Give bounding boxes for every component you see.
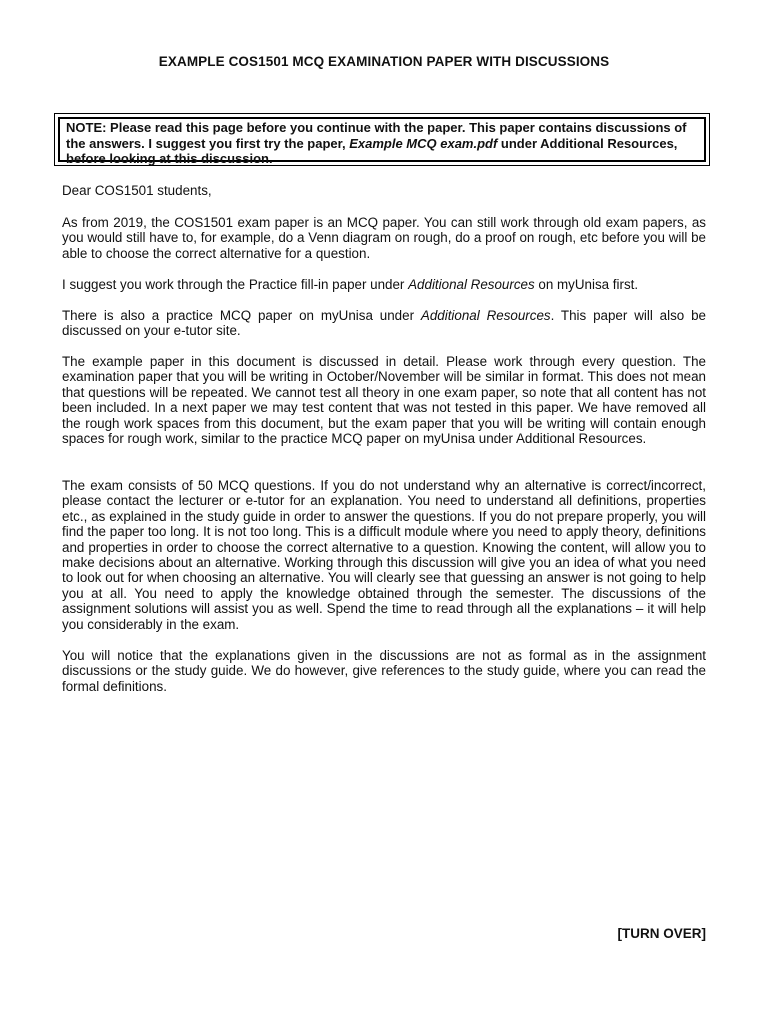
paragraph-practice-fill-in-start: I suggest you work through the Practice fill-in paper under bbox=[62, 277, 409, 292]
additional-resources-ref: Additional Resources bbox=[420, 308, 551, 323]
paragraph-exam-consists: The exam consists of 50 MCQ questions. If you do not understand why an alternative is correct/incorrect, please contact the lecturer or e-tutor for an explanation. You need to understand all definitions, properties etc., as explained in the study guide in order to answer the questions. If you do not prepare properly, you will find the paper too long. It is not too long. This is a difficult module where you need to apply theory, definitions and properties in order to choose the correct alternative to a question. Knowing the content, will allow you to make decisions about an alternative. Working through this discussion will give you an idea of what you need to look out for when choosing an alternative. You will clearly see that guessing an answer is not going to help you at all. You need to apply the knowledge obtained through the semester. The discussions of the assignment solutions will assist you as well. Spend the time to read through all the explanations – it will help you considerably in the exam. bbox=[62, 478, 706, 632]
document-title: EXAMPLE COS1501 MCQ EXAMINATION PAPER WITH DISCUSSIONS bbox=[158, 54, 610, 69]
note-text-start: NOTE: Please read this page before you continue with the paper. This paper contains discussions of the answers. I suggest you first try the paper, bbox=[66, 120, 687, 151]
paragraph-practice-mcq-start: There is also a practice MCQ paper on myUnisa under bbox=[62, 308, 421, 323]
greeting: Dear COS1501 students, bbox=[62, 183, 212, 198]
paragraph-exam-format: As from 2019, the COS1501 exam paper is an MCQ paper. You can still work through old exam papers, as you would still have to, for example, do a Venn diagram on rough, do a proof on rough, etc before you will be able to choose the correct alternative for a question. bbox=[62, 215, 706, 261]
paragraph-explanations: You will notice that the explanations given in the discussions are not as formal as in the assignment discussions or the study guide. We do however, give references to the study guide, where you can read the formal definitions. bbox=[62, 648, 706, 694]
note-file-name: Example MCQ exam.pdf bbox=[349, 135, 498, 151]
paragraph-practice-fill-in-end: on myUnisa first. bbox=[534, 277, 639, 292]
paragraph-example-paper: The example paper in this document is discussed in detail. Please work through every question. The examination paper that you will be writing in October/November will be similar in format. This does not mean that questions will be repeated. We cannot test all theory in one exam paper, so note that all content has not been included. In a next paper we may test content that was not tested in this paper. We have removed all the rough work spaces from this document, but the exam paper that you will be writing will contain enough spaces for rough work, similar to the practice MCQ paper on myUnisa under Additional Resources. bbox=[62, 354, 706, 447]
paragraph-practice-mcq bbox=[62, 308, 706, 339]
paragraph-practice-mcq-end: . This paper will also be discussed on your e-tutor site. bbox=[62, 308, 706, 339]
note-text bbox=[58, 117, 706, 166]
paragraph-practice-fill-in bbox=[62, 277, 706, 292]
note-text-end: under Additional Resources, before looking at this discussion. bbox=[66, 135, 678, 166]
additional-resources-ref: Additional Resources bbox=[408, 277, 535, 292]
turn-over-label: [TURN OVER] bbox=[617, 926, 706, 941]
note-box bbox=[54, 113, 710, 166]
